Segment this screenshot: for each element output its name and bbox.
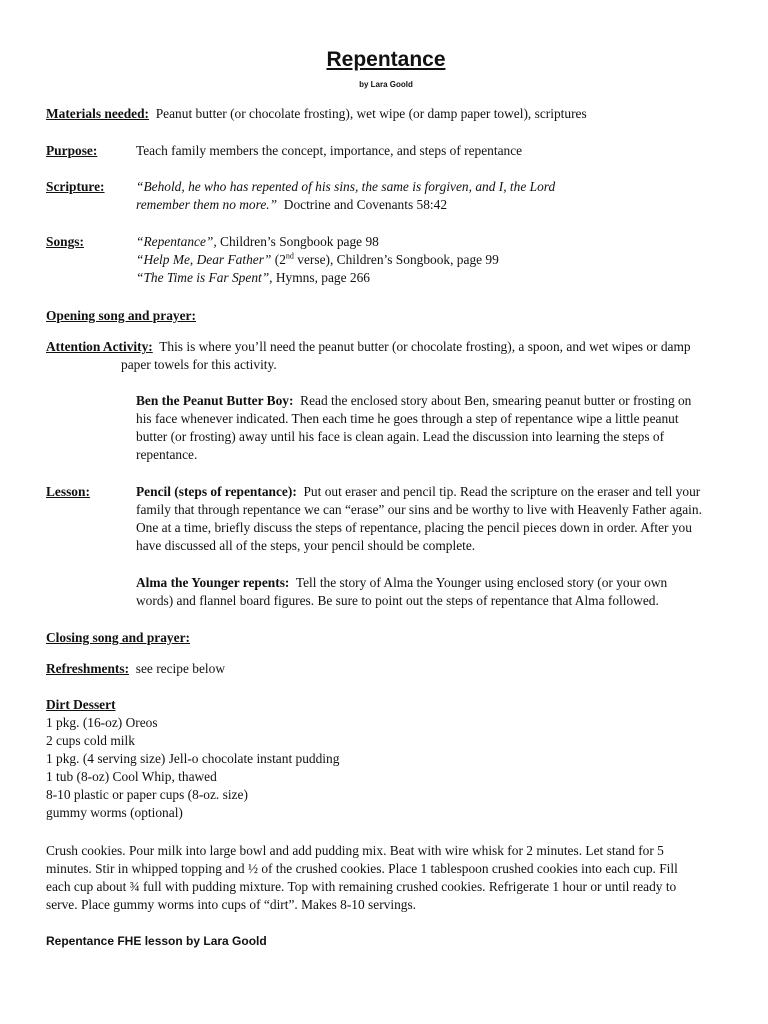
ben-text-line: his face whenever indicated. Then each time he goes through a step of repentance wipe a little peanut xyxy=(136,411,679,426)
scripture-quote-line2: remember them no more.” xyxy=(136,197,278,212)
refreshments-label: Refreshments: xyxy=(46,661,130,676)
scripture-reference: Doctrine and Covenants 58:42 xyxy=(283,197,448,212)
ingredient-item: 8-10 plastic or paper cups (8-oz. size) xyxy=(46,787,248,802)
song-title: “Help Me, Dear Father” xyxy=(136,252,272,267)
pencil-activity xyxy=(136,483,726,555)
pencil-heading: Pencil (steps of repentance): xyxy=(136,484,297,499)
pencil-text-line: One at a time, briefly discuss the steps of repentance, placing the pencil pieces down in order. After you xyxy=(136,520,692,535)
ben-text-line: butter (or frosting) away until his face is clean again. Lead the discussion into learning the steps of xyxy=(136,429,665,444)
page-title: Repentance xyxy=(326,48,446,71)
song-title: “Repentance”, xyxy=(136,234,217,249)
directions-line: minutes. Stir in whipped topping and ½ of the crushed cookies. Place 1 tablespoon crushed cookies into each cup. Fill xyxy=(46,861,678,876)
ben-text-line: Read the enclosed story about Ben, smearing peanut butter or frosting on xyxy=(300,393,692,408)
song-source: Hymns, page 266 xyxy=(272,270,370,285)
materials-section xyxy=(46,105,726,123)
lesson-label: Lesson: xyxy=(46,484,90,499)
pencil-text-line: family that through repentance we can “erase” our sins and be worthy to live with Heavenly Father again. xyxy=(136,502,702,517)
purpose-text: Teach family members the concept, importance, and steps of repentance xyxy=(136,143,523,158)
scripture-label: Scripture: xyxy=(46,179,105,194)
page-footer: Repentance FHE lesson by Lara Goold xyxy=(46,934,267,948)
song-item xyxy=(136,269,726,287)
ingredient-item: 1 pkg. (16-oz) Oreos xyxy=(46,715,158,730)
song-title: “The Time is Far Spent”, xyxy=(136,270,273,285)
scripture-quote-line1: “Behold, he who has repented of his sins, the same is forgiven, and I, the Lord xyxy=(136,179,556,194)
song-source: verse), Children’s Songbook, page 99 xyxy=(293,252,499,267)
song-item xyxy=(136,233,726,251)
ben-text-line: repentance. xyxy=(136,447,198,462)
pencil-text-line: Put out eraser and pencil tip. Read the scripture on the eraser and tell your xyxy=(303,484,701,499)
purpose-label: Purpose: xyxy=(46,143,98,158)
song-verse-suffix: nd xyxy=(285,251,294,261)
attention-line2: paper towels for this activity. xyxy=(121,357,277,372)
recipe-directions xyxy=(46,842,726,914)
ingredient-item: gummy worms (optional) xyxy=(46,805,183,820)
ben-heading: Ben the Peanut Butter Boy: xyxy=(136,393,294,408)
materials-text: Peanut butter (or chocolate frosting), wet wipe (or damp paper towel), scriptures xyxy=(155,106,587,121)
directions-line: Crush cookies. Pour milk into large bowl and add pudding mix. Beat with wire whisk for 2 minutes. Let stand for 5 xyxy=(46,843,664,858)
ingredient-item: 1 tub (8-oz) Cool Whip, thawed xyxy=(46,769,217,784)
refreshments-section xyxy=(46,660,726,678)
recipe xyxy=(46,696,726,822)
closing-heading: Closing song and prayer: xyxy=(46,630,190,645)
attention-line1: This is where you’ll need the peanut butter (or chocolate frosting), a spoon, and wet wipes or damp xyxy=(159,339,691,354)
alma-heading: Alma the Younger repents: xyxy=(136,575,290,590)
ingredient-item: 1 pkg. (4 serving size) Jell-o chocolate instant pudding xyxy=(46,751,340,766)
song-source: Children’s Songbook page 98 xyxy=(216,234,379,249)
ben-activity xyxy=(136,392,726,464)
recipe-title: Dirt Dessert xyxy=(46,697,116,712)
directions-line: each cup about ¾ full with pudding mixture. Top with remaining crushed cookies. Refrigerate 1 hour or until ready to xyxy=(46,879,677,894)
alma-text-line: Tell the story of Alma the Younger using enclosed story (or your own xyxy=(295,575,668,590)
pencil-text-line: have discussed all of the steps, your pencil should be complete. xyxy=(136,538,476,553)
alma-text-line: words) and flannel board figures. Be sure to point out the steps of repentance that Alma followed. xyxy=(136,593,659,608)
materials-label: Materials needed: xyxy=(46,106,150,121)
ingredient-item: 2 cups cold milk xyxy=(46,733,135,748)
attention-section xyxy=(46,338,726,372)
attention-label: Attention Activity: xyxy=(46,339,153,354)
opening-heading: Opening song and prayer: xyxy=(46,308,196,323)
directions-line: serve. Place gummy worms into cups of “dirt”. Makes 8-10 servings. xyxy=(46,897,417,912)
alma-activity xyxy=(136,574,726,610)
song-item xyxy=(136,251,726,269)
song-verse-number: (2 xyxy=(271,252,286,267)
refreshments-text: see recipe below xyxy=(135,661,225,676)
byline: by Lara Goold xyxy=(359,80,413,89)
songs-label: Songs: xyxy=(46,234,84,249)
